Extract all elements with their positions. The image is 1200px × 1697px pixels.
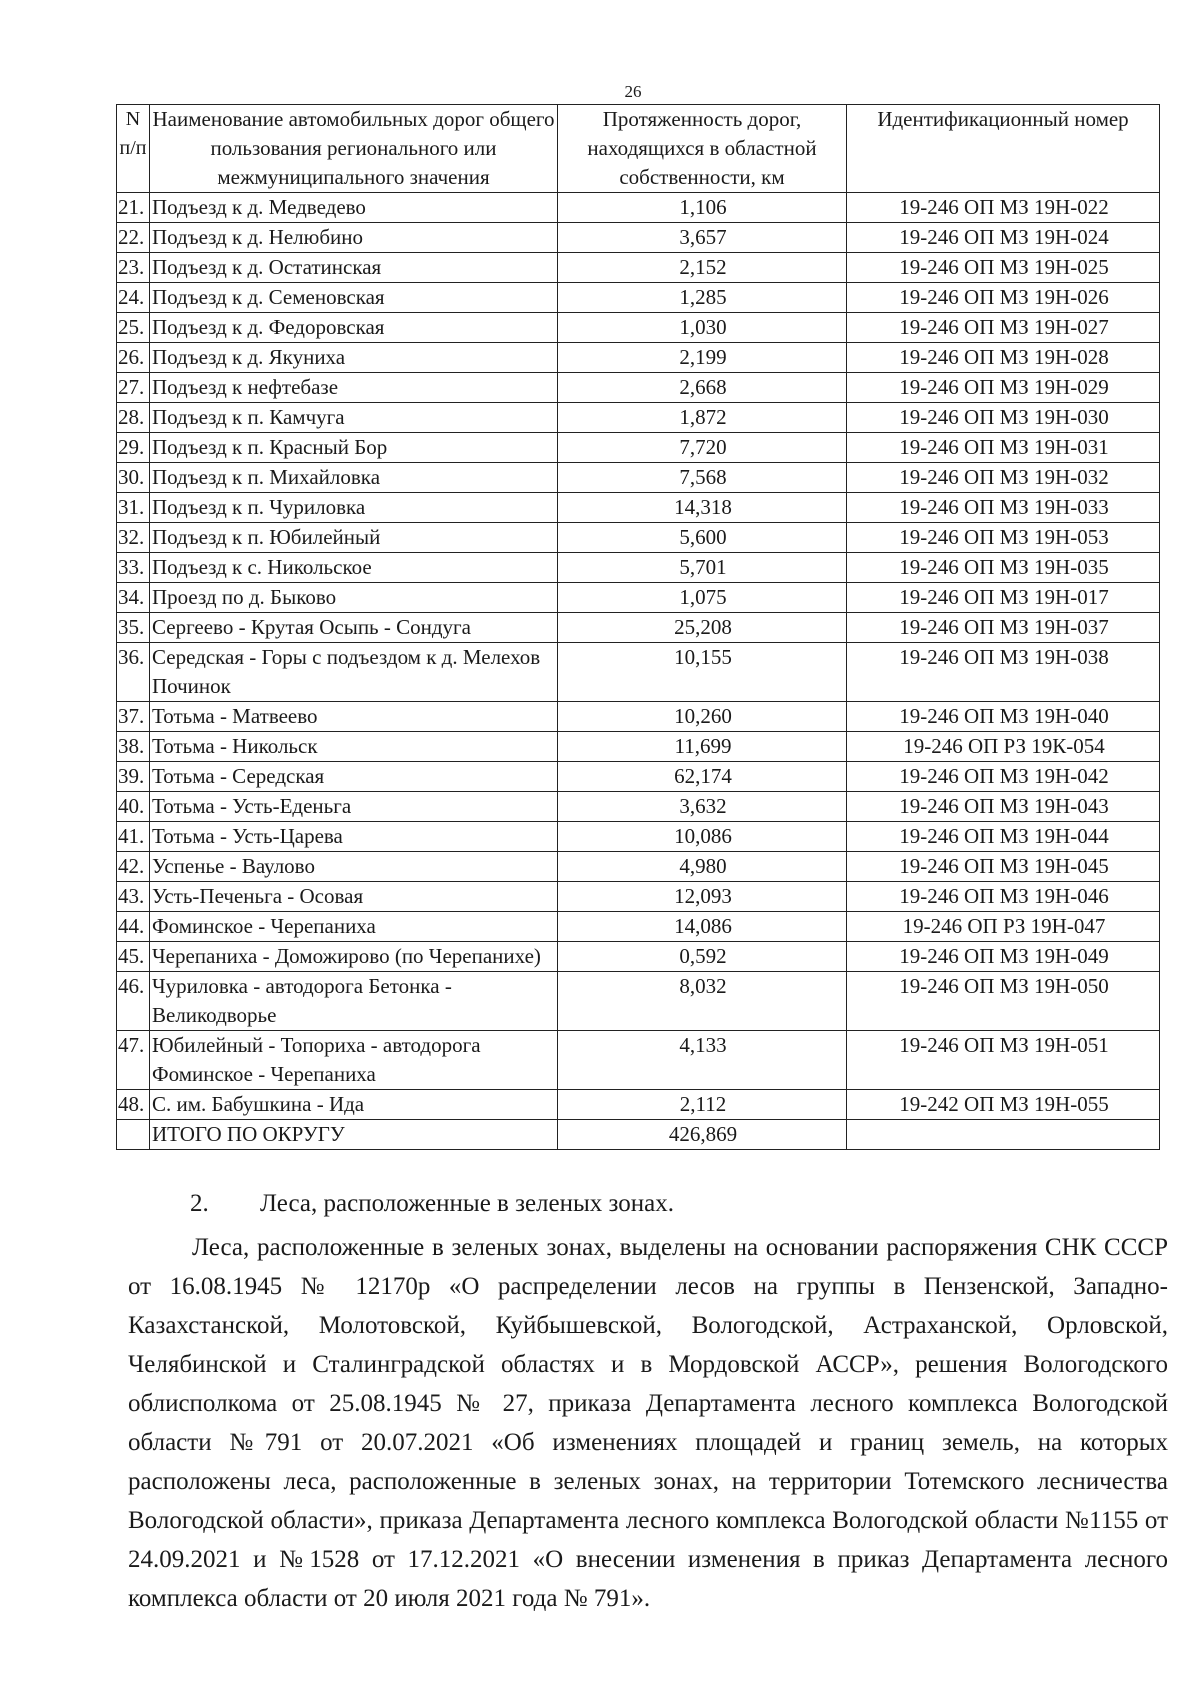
table-row — [117, 912, 1160, 942]
row-id: 19-246 ОП МЗ 19Н-046 — [847, 882, 1160, 912]
total-length: 426,869 — [558, 1120, 847, 1150]
row-length: 0,592 — [558, 942, 847, 972]
row-num: 27. — [117, 373, 150, 403]
row-id: 19-246 ОП МЗ 19Н-030 — [847, 403, 1160, 433]
total-id-cell — [847, 1120, 1160, 1150]
row-id: 19-246 ОП РЗ 19Н-047 — [847, 912, 1160, 942]
table-row — [117, 942, 1160, 972]
table-row — [117, 523, 1160, 553]
header-name: Наименование автомобильных дорог общего пользования регионального или межмуниципального значения — [150, 105, 558, 193]
table-row — [117, 732, 1160, 762]
row-id: 19-246 ОП МЗ 19Н-026 — [847, 283, 1160, 313]
row-id: 19-246 ОП МЗ 19Н-038 — [847, 643, 1160, 702]
row-length: 3,632 — [558, 792, 847, 822]
row-num: 40. — [117, 792, 150, 822]
row-name: Подъезд к п. Юбилейный — [150, 523, 558, 553]
row-id: 19-246 ОП РЗ 19К-054 — [847, 732, 1160, 762]
row-name: Подъезд к д. Нелюбино — [150, 223, 558, 253]
row-length: 1,030 — [558, 313, 847, 343]
row-name: С. им. Бабушкина - Ида — [150, 1090, 558, 1120]
table-row — [117, 643, 1160, 702]
row-id: 19-246 ОП МЗ 19Н-028 — [847, 343, 1160, 373]
table-row — [117, 583, 1160, 613]
row-length: 10,155 — [558, 643, 847, 702]
header-id: Идентификационный номер — [847, 105, 1160, 193]
row-name: Подъезд к д. Якуниха — [150, 343, 558, 373]
header-num: N п/п — [117, 105, 150, 193]
row-num: 29. — [117, 433, 150, 463]
row-length: 4,980 — [558, 852, 847, 882]
row-num: 34. — [117, 583, 150, 613]
row-num: 24. — [117, 283, 150, 313]
row-length: 5,701 — [558, 553, 847, 583]
row-name: Проезд по д. Быково — [150, 583, 558, 613]
row-length: 2,199 — [558, 343, 847, 373]
total-row — [117, 1120, 1160, 1150]
row-num: 35. — [117, 613, 150, 643]
row-id: 19-246 ОП МЗ 19Н-044 — [847, 822, 1160, 852]
row-num: 43. — [117, 882, 150, 912]
section-heading — [128, 1190, 1168, 1218]
row-num: 41. — [117, 822, 150, 852]
row-name: Подъезд к с. Никольское — [150, 553, 558, 583]
row-num: 31. — [117, 493, 150, 523]
row-name: Чуриловка - автодорога Бетонка - Великодворье — [150, 972, 558, 1031]
row-num: 48. — [117, 1090, 150, 1120]
table-row — [117, 283, 1160, 313]
table-row — [117, 403, 1160, 433]
row-name: Подъезд к д. Остатинская — [150, 253, 558, 283]
row-name: Успенье - Ваулово — [150, 852, 558, 882]
table-row — [117, 493, 1160, 523]
row-id: 19-246 ОП МЗ 19Н-037 — [847, 613, 1160, 643]
row-length: 14,086 — [558, 912, 847, 942]
section-paragraph: Леса, расположенные в зеленых зонах, выделены на основании распоряжения СНК СССР от 16.08.1945 № 12170р «О распределении лесов на группы в Пензенской, Западно-Казахстанской, Молотовской, Куйбышевской, Вологодской, Астраханской, Орловской, Челябинской и Сталинградской областях и в Мордовской АССР», решения Вологодского облисполкома от 25.08.1945 № 27, приказа Департамента лесного комплекса Вологодской области №791 от 20.07.2021 «Об изменениях площадей и границ земель, на которых расположены леса, расположенные в зеленых зонах, на территории Тотемского лесничества Вологодской области», приказа Департамента лесного комплекса Вологодской области №1155 от 24.09.2021 и №1528 от 17.12.2021 «О внесении изменения в приказ Департамента лесного комплекса области от 20 июля 2021 года № 791». — [128, 1234, 1168, 1612]
row-name: Усть-Печеньга - Осовая — [150, 882, 558, 912]
row-length: 4,133 — [558, 1031, 847, 1090]
row-name: Тотьма - Усть-Царева — [150, 822, 558, 852]
row-num: 37. — [117, 702, 150, 732]
row-length: 14,318 — [558, 493, 847, 523]
table-row — [117, 882, 1160, 912]
row-name: Подъезд к нефтебазе — [150, 373, 558, 403]
table-row — [117, 553, 1160, 583]
row-id: 19-246 ОП МЗ 19Н-027 — [847, 313, 1160, 343]
row-num: 46. — [117, 972, 150, 1031]
row-num: 26. — [117, 343, 150, 373]
table-row — [117, 972, 1160, 1031]
row-length: 1,106 — [558, 193, 847, 223]
row-id: 19-246 ОП МЗ 19Н-031 — [847, 433, 1160, 463]
row-length: 12,093 — [558, 882, 847, 912]
page-number: 26 — [624, 82, 642, 101]
table-row — [117, 613, 1160, 643]
section-number: 2. — [190, 1190, 209, 1217]
row-id: 19-246 ОП МЗ 19Н-025 — [847, 253, 1160, 283]
row-id: 19-246 ОП МЗ 19Н-024 — [847, 223, 1160, 253]
row-name: Тотьма - Середская — [150, 762, 558, 792]
row-id: 19-246 ОП МЗ 19Н-040 — [847, 702, 1160, 732]
row-name: Подъезд к п. Красный Бор — [150, 433, 558, 463]
row-id: 19-246 ОП МЗ 19Н-053 — [847, 523, 1160, 553]
table-row — [117, 193, 1160, 223]
row-num: 39. — [117, 762, 150, 792]
row-name: Тотьма - Усть-Еденьга — [150, 792, 558, 822]
row-name: Подъезд к д. Медведево — [150, 193, 558, 223]
row-length: 8,032 — [558, 972, 847, 1031]
row-num: 33. — [117, 553, 150, 583]
table-row — [117, 1090, 1160, 1120]
table-row — [117, 313, 1160, 343]
row-name: Фоминское - Черепаниха — [150, 912, 558, 942]
row-num: 25. — [117, 313, 150, 343]
row-name: Сергеево - Крутая Осыпь - Сондуга — [150, 613, 558, 643]
row-num: 36. — [117, 643, 150, 702]
row-length: 1,285 — [558, 283, 847, 313]
row-name: Подъезд к д. Федоровская — [150, 313, 558, 343]
header-length: Протяженность дорог, находящихся в областной собственности, км — [558, 105, 847, 193]
row-length: 7,720 — [558, 433, 847, 463]
row-id: 19-246 ОП МЗ 19Н-032 — [847, 463, 1160, 493]
row-name: Середская - Горы с подъездом к д. Мелехов Починок — [150, 643, 558, 702]
row-length: 10,086 — [558, 822, 847, 852]
row-name: Подъезд к п. Чуриловка — [150, 493, 558, 523]
row-num: 28. — [117, 403, 150, 433]
table-row — [117, 223, 1160, 253]
row-length: 62,174 — [558, 762, 847, 792]
row-length: 11,699 — [558, 732, 847, 762]
row-length: 3,657 — [558, 223, 847, 253]
row-id: 19-246 ОП МЗ 19Н-051 — [847, 1031, 1160, 1090]
row-id: 19-246 ОП МЗ 19Н-033 — [847, 493, 1160, 523]
row-id: 19-242 ОП МЗ 19Н-055 — [847, 1090, 1160, 1120]
row-name: Подъезд к п. Михайловка — [150, 463, 558, 493]
table-row — [117, 822, 1160, 852]
row-name: Подъезд к д. Семеновская — [150, 283, 558, 313]
row-name: Подъезд к п. Камчуга — [150, 403, 558, 433]
row-num: 32. — [117, 523, 150, 553]
row-id: 19-246 ОП МЗ 19Н-017 — [847, 583, 1160, 613]
row-id: 19-246 ОП МЗ 19Н-043 — [847, 792, 1160, 822]
row-id: 19-246 ОП МЗ 19Н-035 — [847, 553, 1160, 583]
row-name: Тотьма - Никольск — [150, 732, 558, 762]
table-row — [117, 343, 1160, 373]
row-length: 2,152 — [558, 253, 847, 283]
row-num: 45. — [117, 942, 150, 972]
row-name: Тотьма - Матвеево — [150, 702, 558, 732]
table-row — [117, 433, 1160, 463]
row-id: 19-246 ОП МЗ 19Н-049 — [847, 942, 1160, 972]
table-body — [117, 193, 1160, 1120]
table-row — [117, 373, 1160, 403]
row-num: 21. — [117, 193, 150, 223]
row-num: 30. — [117, 463, 150, 493]
total-num-cell — [117, 1120, 150, 1150]
row-num: 22. — [117, 223, 150, 253]
row-id: 19-246 ОП МЗ 19Н-029 — [847, 373, 1160, 403]
row-num: 44. — [117, 912, 150, 942]
total-label: ИТОГО ПО ОКРУГУ — [150, 1120, 558, 1150]
row-length: 2,112 — [558, 1090, 847, 1120]
row-id: 19-246 ОП МЗ 19Н-050 — [847, 972, 1160, 1031]
row-name: Черепаниха - Доможирово (по Черепанихе) — [150, 942, 558, 972]
row-length: 25,208 — [558, 613, 847, 643]
row-id: 19-246 ОП МЗ 19Н-042 — [847, 762, 1160, 792]
section-title: Леса, расположенные в зеленых зонах. — [260, 1190, 675, 1217]
row-num: 38. — [117, 732, 150, 762]
row-length: 1,075 — [558, 583, 847, 613]
table-row — [117, 792, 1160, 822]
row-length: 2,668 — [558, 373, 847, 403]
row-num: 23. — [117, 253, 150, 283]
row-num: 47. — [117, 1031, 150, 1090]
table-row — [117, 762, 1160, 792]
table-row — [117, 852, 1160, 882]
roads-table — [116, 104, 1160, 1150]
row-name: Юбилейный - Топориха - автодорога Фоминское - Черепаниха — [150, 1031, 558, 1090]
table-row — [117, 1031, 1160, 1090]
row-length: 7,568 — [558, 463, 847, 493]
row-id: 19-246 ОП МЗ 19Н-045 — [847, 852, 1160, 882]
row-length: 1,872 — [558, 403, 847, 433]
table-row — [117, 702, 1160, 732]
row-num: 42. — [117, 852, 150, 882]
row-length: 10,260 — [558, 702, 847, 732]
row-length: 5,600 — [558, 523, 847, 553]
row-id: 19-246 ОП МЗ 19Н-022 — [847, 193, 1160, 223]
table-row — [117, 253, 1160, 283]
table-row — [117, 463, 1160, 493]
table-header-row — [117, 105, 1160, 193]
